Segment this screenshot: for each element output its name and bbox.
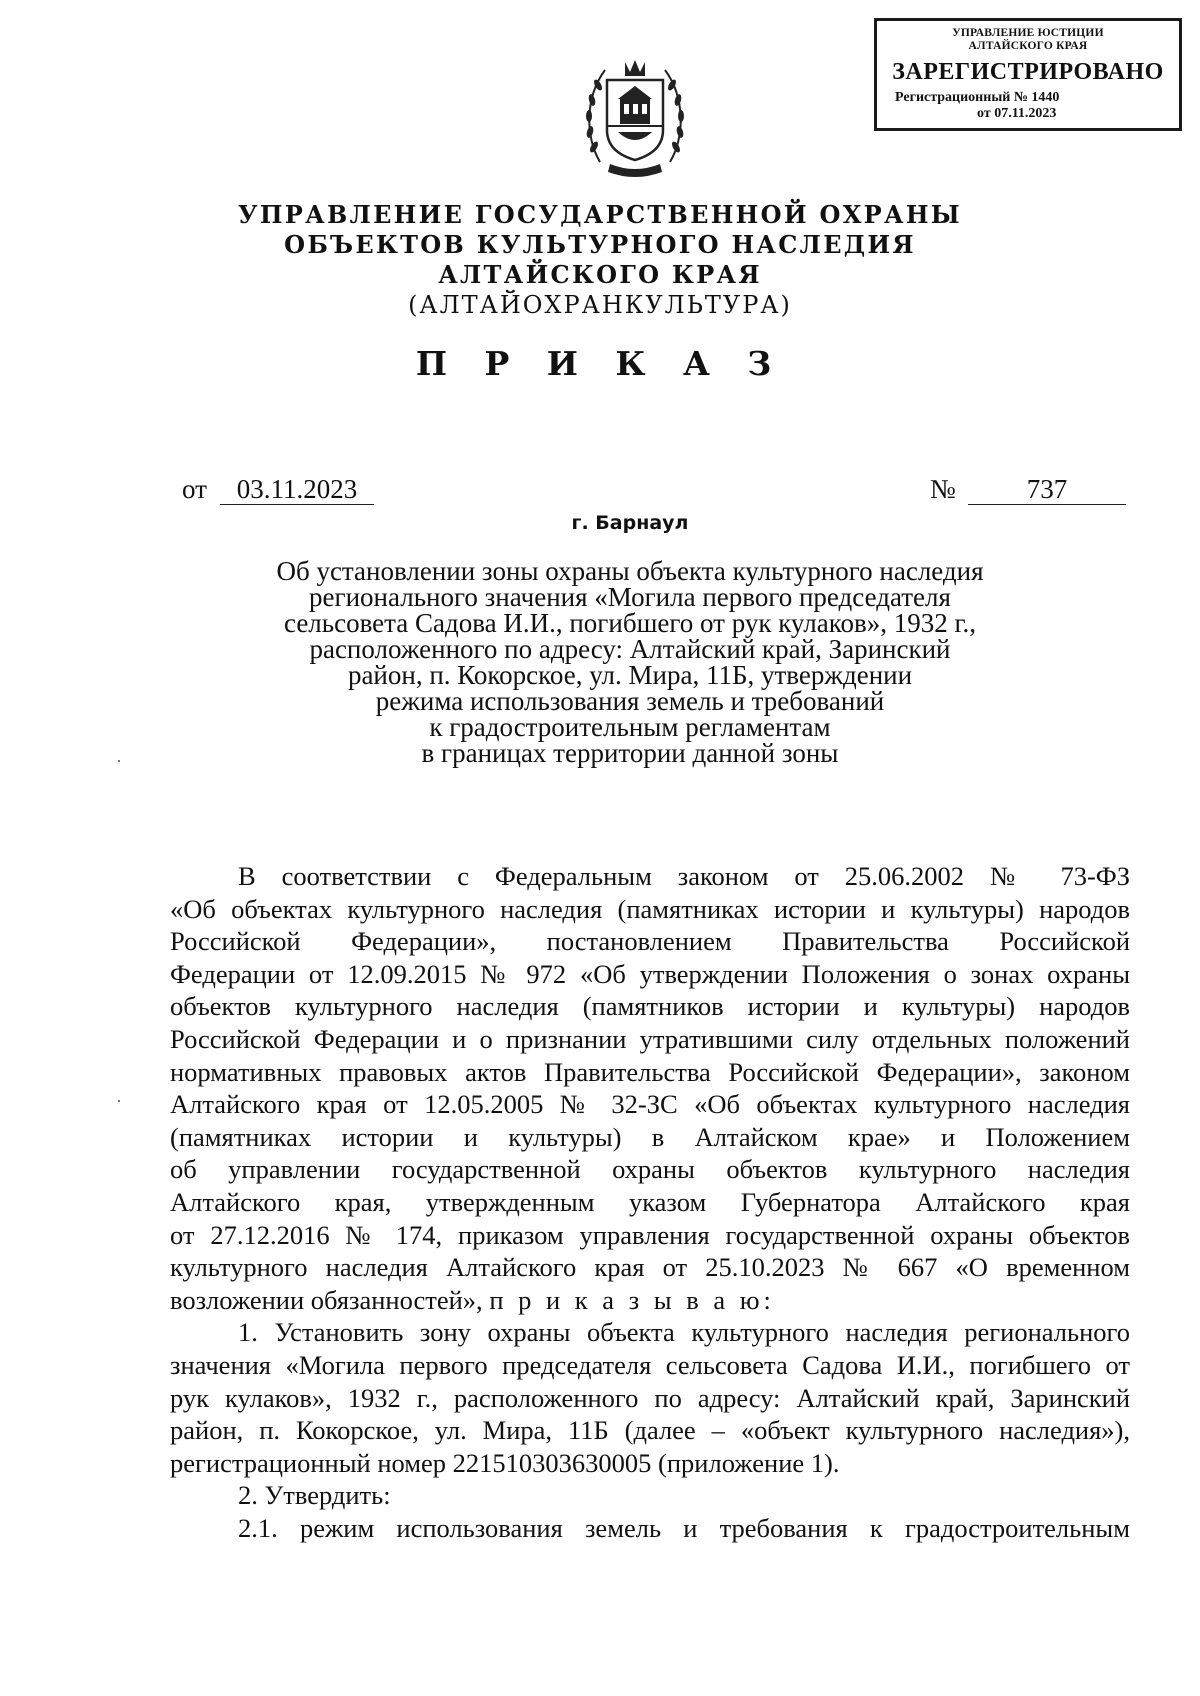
subject-line: район, п. Кокорское, ул. Мира, 11Б, утверждении bbox=[347, 660, 913, 690]
stamp-reg-date: от 07.11.2023 bbox=[977, 106, 1057, 121]
subject-line: в границах территории данной зоны bbox=[421, 738, 839, 768]
stamp-registration bbox=[877, 90, 1179, 122]
agency-header bbox=[0, 200, 1200, 320]
clause-2-heading: 2. Утвердить: bbox=[238, 1480, 391, 1511]
city: г. Барнаул bbox=[571, 512, 689, 534]
order-body bbox=[170, 860, 1130, 1544]
subject-line: расположенного по адресу: Алтайский край, Заринский bbox=[309, 634, 951, 664]
document-title: П Р И К А З bbox=[415, 344, 785, 383]
subject-line: к градостроительным регламентам bbox=[429, 712, 831, 742]
stamp-department bbox=[877, 27, 1179, 53]
body-line: Российской Федерации», постановлением Правительства Российской bbox=[170, 926, 1130, 957]
body-line: от 27.12.2016 № 174, приказом управления государственной охраны объектов bbox=[170, 1219, 1130, 1250]
order-date: 03.11.2023 bbox=[220, 474, 374, 505]
number-label: № bbox=[930, 474, 956, 504]
clause-1-line: значения «Могила первого председателя сельсовета Садова И.И., погибшего от bbox=[170, 1349, 1130, 1380]
body-line: В соответствии с Федеральным законом от 25.06.2002 № 73-ФЗ bbox=[238, 861, 1130, 891]
body-line: Алтайского края, утвержденным указом Губернатора Алтайского края bbox=[170, 1186, 1130, 1217]
subject-line: регионального значения «Могила первого председателя bbox=[309, 582, 951, 612]
body-line: «Об объектах культурного наследия (памятниках истории и культуры) народов bbox=[170, 893, 1130, 924]
date-label: от bbox=[182, 474, 207, 504]
clause-1-line: рук кулаков», 1932 г., расположенного по адресу: Алтайский край, Заринский bbox=[170, 1382, 1130, 1413]
margin-mark bbox=[118, 1100, 120, 1102]
coat-of-arms-icon bbox=[580, 52, 690, 182]
margin-mark bbox=[118, 760, 120, 762]
stamp-reg-number: Регистрационный № 1440 bbox=[895, 90, 1060, 105]
agency-abbreviation: (АЛТАЙОХРАНКУЛЬТУРА) bbox=[408, 291, 792, 319]
agency-name-line3: АЛТАЙСКОГО КРАЯ bbox=[438, 260, 762, 289]
subject-line: Об установлении зоны охраны объекта культурного наследия bbox=[276, 556, 984, 586]
clause-1-line: район, п. Кокорское, ул. Мира, 11Б (далее – «объект культурного наследия»), bbox=[170, 1415, 1130, 1446]
stamp-department-line2: АЛТАЙСКОГО КРАЯ bbox=[968, 40, 1088, 52]
registration-stamp bbox=[874, 18, 1182, 131]
stamp-status: ЗАРЕГИСТРИРОВАНО bbox=[892, 59, 1164, 85]
body-line-with-order-word bbox=[170, 1284, 1130, 1317]
order-word: п р и к а з ы в а ю: bbox=[489, 1284, 775, 1315]
subject-line: сельсовета Садова И.И., погибшего от рук кулаков», 1932 г., bbox=[284, 608, 976, 638]
body-line: об управлении государственной охраны объектов культурного наследия bbox=[170, 1154, 1130, 1185]
body-line: Алтайского края от 12.05.2005 № 32-ЗС «Об объектах культурного наследия bbox=[170, 1089, 1130, 1120]
agency-name-line1: УПРАВЛЕНИЕ ГОСУДАРСТВЕННОЙ ОХРАНЫ bbox=[238, 200, 962, 229]
body-line: Федерации от 12.09.2015 № 972 «Об утверждении Положения о зонах охраны bbox=[170, 958, 1130, 989]
body-line: объектов культурного наследия (памятников истории и культуры) народов bbox=[170, 991, 1130, 1022]
stamp-department-line1: УПРАВЛЕНИЕ ЮСТИЦИИ bbox=[952, 27, 1104, 39]
body-line: Российской Федерации и о признании утратившими силу отдельных положений bbox=[170, 1023, 1130, 1054]
agency-name-line2: ОБЪЕКТОВ КУЛЬТУРНОГО НАСЛЕДИЯ bbox=[284, 230, 916, 259]
body-line: нормативных правовых актов Правительства Российской Федерации», законом bbox=[170, 1056, 1130, 1087]
body-line: возложении обязанностей», bbox=[170, 1284, 483, 1315]
clause-2-1-line: 2.1. режим использования земель и требования к градостроительным bbox=[238, 1512, 1130, 1543]
body-line: культурного наследия Алтайского края от 25.10.2023 № 667 «О временном bbox=[170, 1252, 1130, 1283]
order-subject bbox=[200, 558, 1060, 766]
clause-1-line: регистрационный номер 221510303630005 (приложение 1). bbox=[170, 1447, 840, 1478]
clause-1-line: 1. Установить зону охраны объекта культурного наследия регионального bbox=[238, 1317, 1130, 1348]
order-number: 737 bbox=[968, 474, 1126, 505]
body-line: (памятниках истории и культуры) в Алтайском крае» и Положением bbox=[170, 1121, 1130, 1152]
subject-line: режима использования земель и требований bbox=[375, 686, 885, 716]
